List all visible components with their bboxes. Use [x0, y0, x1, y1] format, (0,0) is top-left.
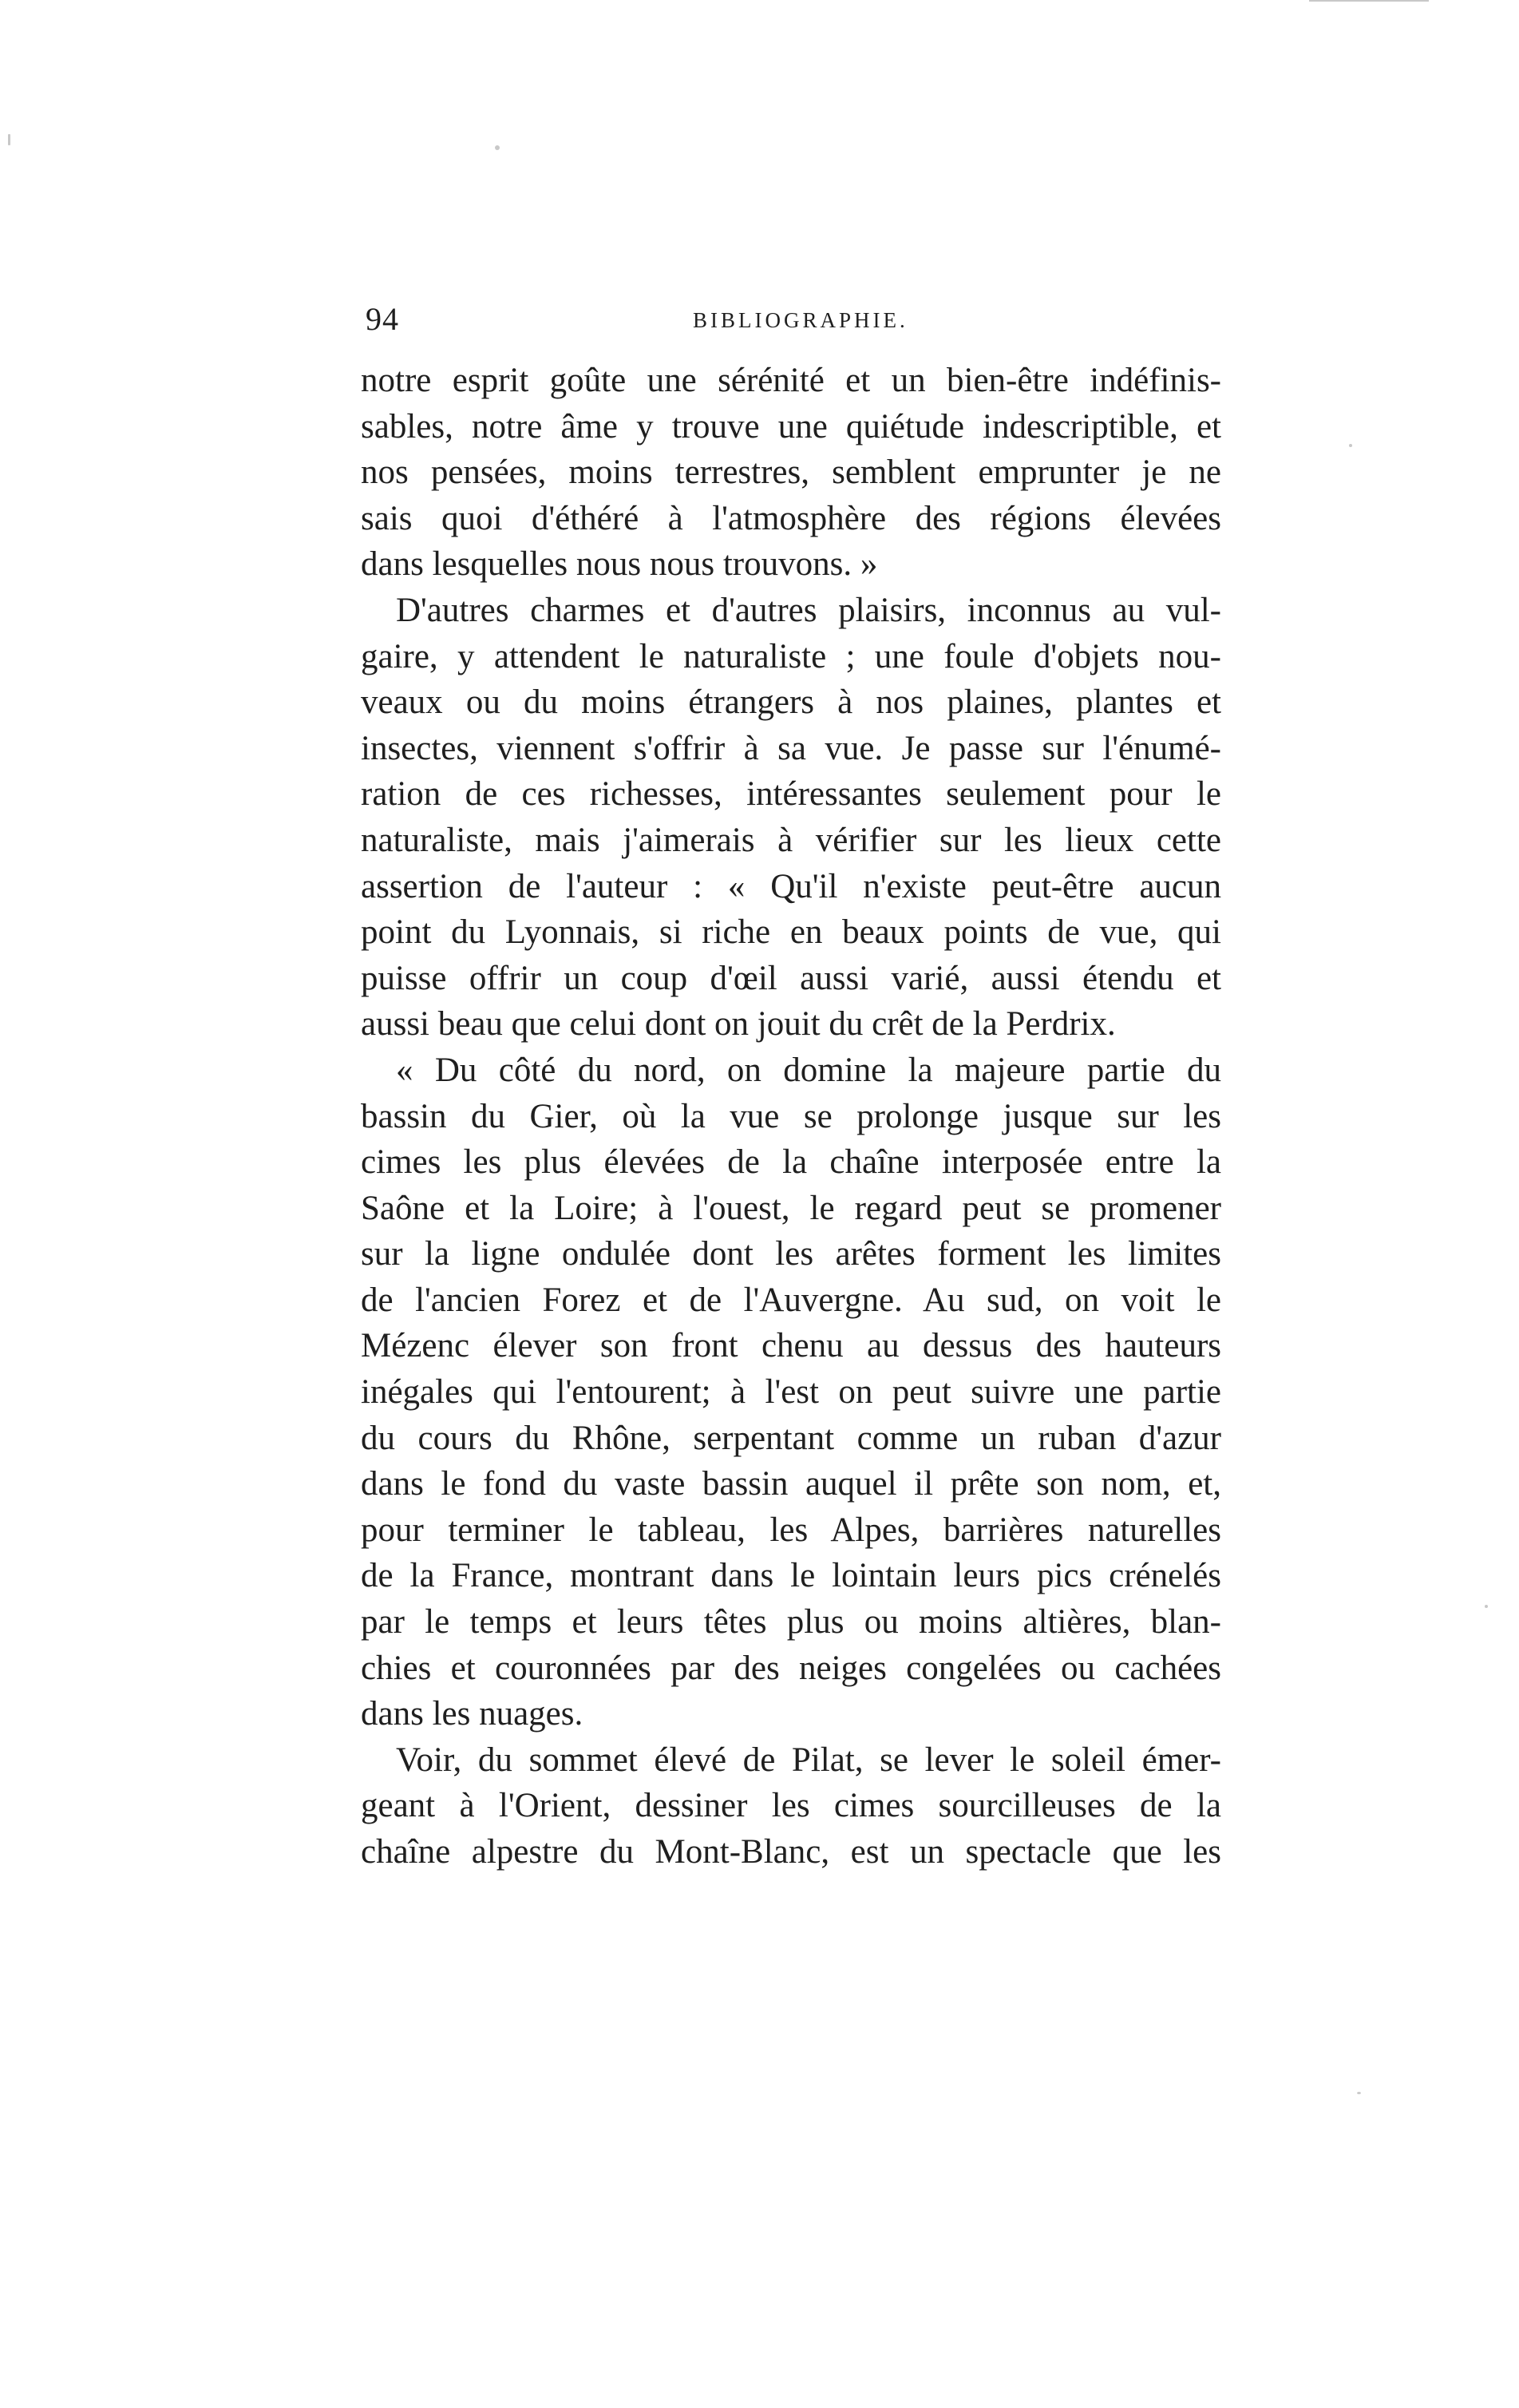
paragraph-1: [361, 358, 1221, 588]
text-line: nos pensées, moins terrestres, semblent emprunter je ne: [361, 453, 1221, 492]
text-line: « Du côté du nord, on domine la majeure partie du: [396, 1051, 1221, 1089]
scan-speck: [1357, 2092, 1361, 2094]
text-line: sur la ligne ondulée dont les arêtes forment les limites: [361, 1235, 1221, 1273]
text-line: pour terminer le tableau, les Alpes, barrières naturelles: [361, 1511, 1221, 1549]
text-line: aussi beau que celui dont on jouit du crêt de la Perdrix.: [361, 1005, 1116, 1044]
text-line: gaire, y attendent le naturaliste ; une foule d'objets nou-: [361, 637, 1221, 675]
text-line: veaux ou du moins étrangers à nos plaines, plantes et: [361, 683, 1221, 722]
text-line: dans le fond du vaste bassin auquel il prête son nom, et,: [361, 1465, 1221, 1503]
scan-speck: [1349, 444, 1352, 447]
text-line: chaîne alpestre du Mont-Blanc, est un spectacle que les: [361, 1833, 1221, 1871]
paragraph-3: [361, 1048, 1221, 1737]
scan-speck: [1309, 0, 1429, 2]
text-line: sais quoi d'éthéré à l'atmosphère des régions élevées: [361, 499, 1221, 537]
scan-speck: [495, 145, 500, 150]
text-line: geant à l'Orient, dessiner les cimes sourcilleuses de la: [361, 1787, 1221, 1825]
paragraph-2: [361, 588, 1221, 1048]
paragraph-4: [361, 1737, 1221, 1875]
text-line: Voir, du sommet élevé de Pilat, se lever le soleil émer-: [396, 1741, 1221, 1779]
text-line: notre esprit goûte une sérénité et un bien-être indéfinis-: [361, 362, 1221, 399]
page-number: 94: [366, 301, 399, 337]
text-line: chies et couronnées par des neiges congelées ou cachées: [361, 1649, 1221, 1687]
text-line: par le temps et leurs têtes plus ou moins altières, blan-: [361, 1603, 1221, 1642]
text-line: naturaliste, mais j'aimerais à vérifier sur les lieux cette: [361, 821, 1221, 859]
text-line: dans les nuages.: [361, 1695, 583, 1733]
running-title: BIBLIOGRAPHIE.: [693, 308, 908, 332]
text-line: assertion de l'auteur : « Qu'il n'existe peut-être aucun: [361, 867, 1221, 905]
text-line: Mézenc élever son front chenu au dessus des hauteurs: [361, 1327, 1221, 1365]
text-line: D'autres charmes et d'autres plaisirs, inconnus au vul-: [396, 591, 1221, 629]
text-line: sables, notre âme y trouve une quiétude indescriptible, et: [361, 407, 1221, 446]
text-line: de l'ancien Forez et de l'Auvergne. Au sud, on voit le: [361, 1281, 1221, 1319]
running-head: [366, 295, 1220, 343]
text-line: de la France, montrant dans le lointain leurs pics crénelés: [361, 1557, 1221, 1595]
text-line: Saône et la Loire; à l'ouest, le regard peut se promener: [361, 1189, 1221, 1227]
text-line: inégales qui l'entourent; à l'est on peut suivre une partie: [361, 1373, 1221, 1412]
text-line: insectes, viennent s'offrir à sa vue. Je passe sur l'énumé-: [361, 729, 1221, 767]
text-line: cimes les plus élevées de la chaîne interposée entre la: [361, 1143, 1221, 1182]
text-line: ration de ces richesses, intéressantes seulement pour le: [361, 775, 1221, 814]
text-line: point du Lyonnais, si riche en beaux points de vue, qui: [361, 913, 1221, 952]
text-line: du cours du Rhône, serpentant comme un ruban d'azur: [361, 1419, 1221, 1457]
text-line: puisse offrir un coup d'œil aussi varié, aussi étendu et: [361, 959, 1221, 997]
text-line: dans lesquelles nous nous trouvons. »: [361, 545, 878, 584]
scan-speck: [1485, 1605, 1488, 1608]
scan-speck: [8, 134, 10, 145]
text-line: bassin du Gier, où la vue se prolonge jusque sur les: [361, 1097, 1221, 1135]
body-text: [361, 358, 1221, 1875]
